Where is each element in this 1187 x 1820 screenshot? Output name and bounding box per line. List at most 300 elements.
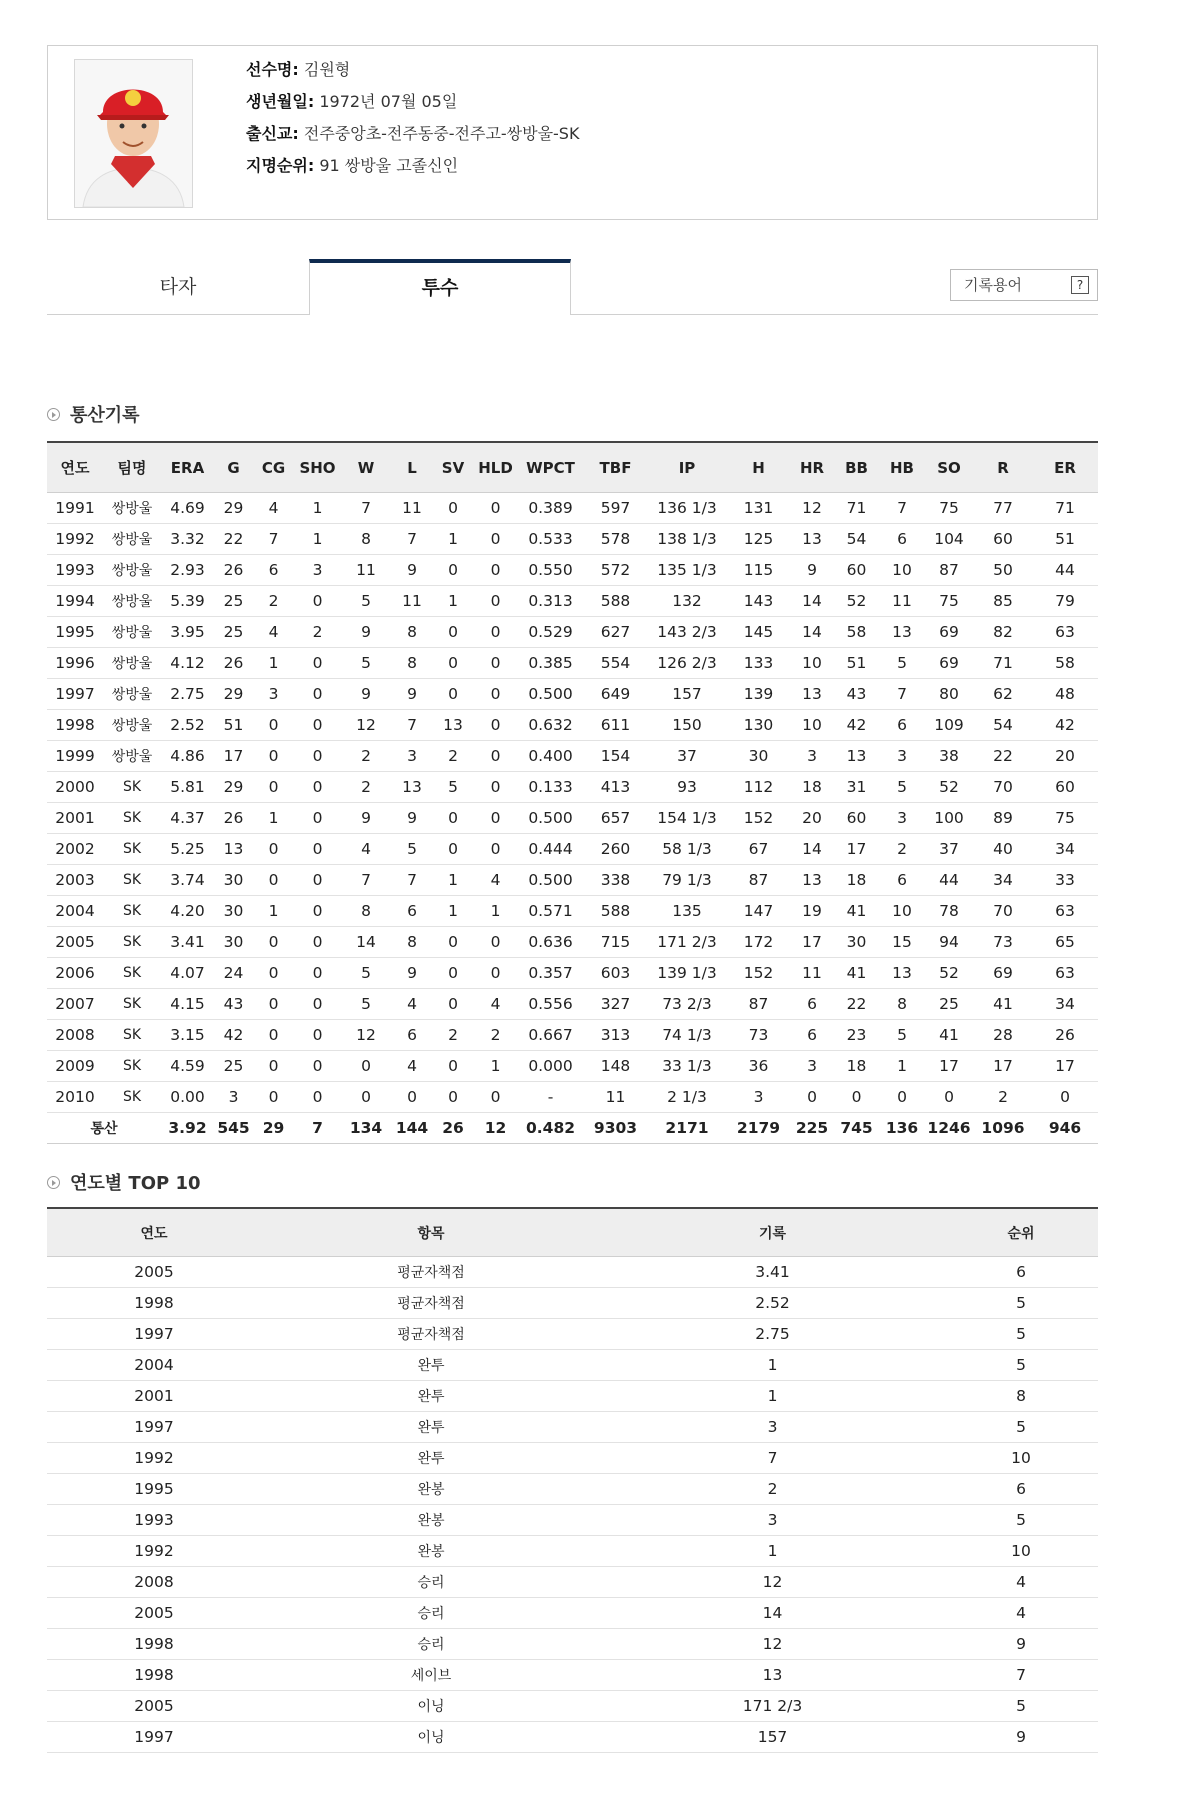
table-cell: 0 [294, 834, 341, 865]
table-cell: 1998 [47, 1660, 261, 1691]
table-cell: 8 [341, 524, 391, 555]
table-cell: 0 [294, 803, 341, 834]
table-cell: 58 1/3 [648, 834, 726, 865]
table-cell: 63 [1032, 617, 1098, 648]
player-name: 김원형 [303, 60, 351, 79]
table-cell: 1 [253, 648, 294, 679]
total-cell: 2179 [726, 1113, 791, 1144]
table-cell: 8 [391, 617, 433, 648]
table-cell: 0.313 [518, 586, 583, 617]
table-cell: SK [103, 1082, 161, 1113]
table-row [47, 1257, 1098, 1288]
table-cell: 12 [791, 493, 833, 524]
table-cell: 1 [473, 896, 518, 927]
table-cell: 71 [833, 493, 880, 524]
total-cell: 0.482 [518, 1113, 583, 1144]
table-cell: 1 [294, 524, 341, 555]
table-cell: 2005 [47, 1257, 261, 1288]
table-cell: 1 [294, 493, 341, 524]
table-cell: 완봉 [261, 1536, 601, 1567]
table-cell: 5 [944, 1288, 1098, 1319]
table-cell: 1998 [47, 1629, 261, 1660]
table-cell: 7 [944, 1660, 1098, 1691]
table-cell: 9 [341, 803, 391, 834]
table-cell: 11 [880, 586, 924, 617]
table-cell: 63 [1032, 896, 1098, 927]
table-cell: 1991 [47, 493, 103, 524]
table-cell: 338 [583, 865, 648, 896]
table-cell: 14 [341, 927, 391, 958]
table-cell: 132 [648, 586, 726, 617]
top10-header-cell: 항목 [261, 1208, 601, 1257]
tab-batter[interactable]: 타자 [47, 259, 309, 315]
table-cell: 20 [791, 803, 833, 834]
table-cell: 4 [473, 865, 518, 896]
total-cell: 545 [214, 1113, 253, 1144]
table-cell: 6 [880, 524, 924, 555]
table-cell: 3.32 [161, 524, 214, 555]
total-cell: 225 [791, 1113, 833, 1144]
table-cell: 0 [253, 710, 294, 741]
table-cell: 29 [214, 772, 253, 803]
total-cell: 745 [833, 1113, 880, 1144]
table-cell: 2003 [47, 865, 103, 896]
table-cell: 완봉 [261, 1474, 601, 1505]
table-cell: 42 [833, 710, 880, 741]
table-cell: 15 [880, 927, 924, 958]
table-cell: 5 [341, 648, 391, 679]
table-cell: 29 [214, 679, 253, 710]
career-section-title [47, 401, 140, 427]
top10-header-row [47, 1208, 1098, 1257]
table-cell: 0 [473, 648, 518, 679]
table-cell: 13 [833, 741, 880, 772]
table-cell: 0 [341, 1082, 391, 1113]
table-row [47, 524, 1098, 555]
table-cell: 657 [583, 803, 648, 834]
table-cell: 9 [791, 555, 833, 586]
table-cell: 130 [726, 710, 791, 741]
table-cell: 3 [391, 741, 433, 772]
top10-title-text: 연도별 TOP 10 [70, 1173, 201, 1194]
table-cell: 0 [473, 958, 518, 989]
table-cell: 147 [726, 896, 791, 927]
career-total-row [47, 1113, 1098, 1144]
table-cell: 0 [433, 1051, 473, 1082]
table-cell: 쌍방울 [103, 679, 161, 710]
table-cell: 0 [253, 865, 294, 896]
table-cell: 54 [833, 524, 880, 555]
table-cell: 65 [1032, 927, 1098, 958]
table-cell: SK [103, 803, 161, 834]
table-cell: 0 [433, 834, 473, 865]
table-cell: 109 [924, 710, 974, 741]
table-cell: 5 [944, 1691, 1098, 1722]
table-cell: 69 [974, 958, 1032, 989]
table-cell: 8 [391, 648, 433, 679]
table-cell: 0 [433, 493, 473, 524]
table-cell: 2 [253, 586, 294, 617]
table-cell: SK [103, 865, 161, 896]
table-cell: 38 [924, 741, 974, 772]
table-cell: 5.81 [161, 772, 214, 803]
table-cell: 0 [473, 617, 518, 648]
table-cell: 603 [583, 958, 648, 989]
table-cell: 154 1/3 [648, 803, 726, 834]
table-cell: 3 [253, 679, 294, 710]
player-school-label: 출신교: [246, 124, 299, 143]
table-cell: 51 [214, 710, 253, 741]
table-cell: 82 [974, 617, 1032, 648]
table-cell: 3 [880, 741, 924, 772]
table-cell: 완봉 [261, 1505, 601, 1536]
total-cell: 144 [391, 1113, 433, 1144]
table-cell: 30 [214, 896, 253, 927]
table-cell: 쌍방울 [103, 648, 161, 679]
table-cell: 0 [791, 1082, 833, 1113]
table-cell: 627 [583, 617, 648, 648]
total-cell: 통산 [47, 1113, 161, 1144]
player-school: 전주중앙초-전주동중-전주고-쌍방울-SK [303, 124, 580, 143]
table-cell: 18 [833, 865, 880, 896]
table-cell: 33 1/3 [648, 1051, 726, 1082]
table-cell: 0 [391, 1082, 433, 1113]
table-cell: SK [103, 1051, 161, 1082]
table-cell: 41 [833, 958, 880, 989]
table-cell: 18 [833, 1051, 880, 1082]
table-cell: 쌍방울 [103, 617, 161, 648]
table-cell: 578 [583, 524, 648, 555]
table-cell: 104 [924, 524, 974, 555]
table-cell: 9 [391, 958, 433, 989]
table-row [47, 958, 1098, 989]
table-cell: 2.75 [601, 1319, 944, 1350]
table-cell: 7 [880, 679, 924, 710]
table-cell: 0.500 [518, 865, 583, 896]
table-cell: 5 [433, 772, 473, 803]
table-cell: 2 [433, 1020, 473, 1051]
table-cell: 2 [294, 617, 341, 648]
table-cell: 4 [473, 989, 518, 1020]
table-cell: 138 1/3 [648, 524, 726, 555]
table-cell: 14 [791, 617, 833, 648]
table-cell: 10 [880, 555, 924, 586]
table-cell: 43 [833, 679, 880, 710]
table-cell: 승리 [261, 1629, 601, 1660]
table-cell: 150 [648, 710, 726, 741]
table-cell: 0.500 [518, 803, 583, 834]
table-cell: 172 [726, 927, 791, 958]
table-cell: 6 [944, 1474, 1098, 1505]
table-cell: 0 [433, 679, 473, 710]
table-cell: 1997 [47, 1319, 261, 1350]
table-cell: 6 [880, 710, 924, 741]
career-header-cell: W [341, 442, 391, 493]
table-cell: 9 [944, 1629, 1098, 1660]
table-cell: 7 [880, 493, 924, 524]
table-cell: 5 [944, 1319, 1098, 1350]
table-cell: 0 [473, 772, 518, 803]
table-cell: 71 [1032, 493, 1098, 524]
table-cell: 78 [924, 896, 974, 927]
table-cell: 2005 [47, 1691, 261, 1722]
table-cell: 157 [648, 679, 726, 710]
career-header-cell: L [391, 442, 433, 493]
table-cell: 쌍방울 [103, 586, 161, 617]
table-cell: 0 [433, 958, 473, 989]
table-cell: 9 [391, 679, 433, 710]
table-cell: 133 [726, 648, 791, 679]
table-cell: 2005 [47, 1598, 261, 1629]
table-cell: 11 [341, 555, 391, 586]
table-cell: 쌍방울 [103, 710, 161, 741]
table-cell: 171 2/3 [648, 927, 726, 958]
table-cell: 75 [1032, 803, 1098, 834]
table-cell: 0 [473, 710, 518, 741]
table-cell: 1995 [47, 617, 103, 648]
table-row [47, 865, 1098, 896]
total-cell: 946 [1032, 1113, 1098, 1144]
table-cell: 79 1/3 [648, 865, 726, 896]
table-cell: 0 [433, 1082, 473, 1113]
table-cell: 44 [1032, 555, 1098, 586]
table-cell: 70 [974, 772, 1032, 803]
table-cell: 0 [473, 586, 518, 617]
table-cell: 40 [974, 834, 1032, 865]
table-cell: 2.52 [601, 1288, 944, 1319]
player-name-label: 선수명: [246, 60, 299, 79]
table-cell: 152 [726, 958, 791, 989]
player-name-row [246, 58, 579, 90]
circle-arrow-icon [47, 408, 60, 421]
table-cell: 7 [391, 865, 433, 896]
table-cell: 7 [391, 524, 433, 555]
table-cell: 0 [294, 1051, 341, 1082]
table-row [47, 1443, 1098, 1474]
table-cell: 112 [726, 772, 791, 803]
table-cell: 44 [924, 865, 974, 896]
table-cell: 1994 [47, 586, 103, 617]
table-cell: 26 [1032, 1020, 1098, 1051]
table-cell: 37 [924, 834, 974, 865]
table-cell: 62 [974, 679, 1032, 710]
career-header-cell: SV [433, 442, 473, 493]
table-cell: 25 [214, 1051, 253, 1082]
table-cell: 0 [473, 679, 518, 710]
table-cell: 0 [341, 1051, 391, 1082]
table-cell: 4.86 [161, 741, 214, 772]
table-cell: 52 [833, 586, 880, 617]
total-cell: 12 [473, 1113, 518, 1144]
table-cell: 87 [924, 555, 974, 586]
career-stats-table [47, 441, 1098, 1144]
table-cell: 13 [791, 679, 833, 710]
table-cell: 0 [433, 617, 473, 648]
table-cell: 1 [433, 865, 473, 896]
table-cell: 0 [473, 1082, 518, 1113]
table-cell: 0 [473, 524, 518, 555]
table-cell: 75 [924, 586, 974, 617]
table-cell: 2 [341, 772, 391, 803]
table-cell: 42 [214, 1020, 253, 1051]
total-cell: 136 [880, 1113, 924, 1144]
table-cell: 34 [974, 865, 1032, 896]
table-cell: SK [103, 772, 161, 803]
table-cell: 6 [791, 1020, 833, 1051]
table-cell: 쌍방울 [103, 741, 161, 772]
tab-pitcher[interactable]: 투수 [309, 259, 571, 315]
table-cell: 75 [924, 493, 974, 524]
table-cell: 0 [880, 1082, 924, 1113]
total-cell: 29 [253, 1113, 294, 1144]
table-cell: 1997 [47, 679, 103, 710]
table-cell: 60 [833, 555, 880, 586]
table-cell: 0 [294, 958, 341, 989]
career-header-row [47, 442, 1098, 493]
table-cell: 94 [924, 927, 974, 958]
table-cell: 쌍방울 [103, 555, 161, 586]
table-cell: 10 [791, 710, 833, 741]
table-cell: 3.41 [161, 927, 214, 958]
table-cell: 2 [341, 741, 391, 772]
table-row [47, 1288, 1098, 1319]
glossary-button[interactable] [950, 269, 1098, 301]
table-row [47, 803, 1098, 834]
table-cell: 588 [583, 586, 648, 617]
career-header-cell: HLD [473, 442, 518, 493]
total-cell: 134 [341, 1113, 391, 1144]
table-cell: 0 [294, 741, 341, 772]
table-cell: 260 [583, 834, 648, 865]
table-cell: 5 [341, 958, 391, 989]
table-cell: 1992 [47, 1443, 261, 1474]
table-cell: 2008 [47, 1567, 261, 1598]
table-row [47, 1412, 1098, 1443]
table-cell: 4 [944, 1567, 1098, 1598]
table-cell: SK [103, 834, 161, 865]
table-cell: 3.74 [161, 865, 214, 896]
table-cell: 완투 [261, 1443, 601, 1474]
career-header-cell: H [726, 442, 791, 493]
table-cell: 평균자책점 [261, 1319, 601, 1350]
table-cell: 2001 [47, 803, 103, 834]
table-cell: 60 [833, 803, 880, 834]
table-cell: - [518, 1082, 583, 1113]
table-cell: 0.632 [518, 710, 583, 741]
table-cell: 157 [601, 1722, 944, 1753]
table-cell: 완투 [261, 1381, 601, 1412]
table-cell: 6 [791, 989, 833, 1020]
table-cell: 17 [791, 927, 833, 958]
table-cell: 145 [726, 617, 791, 648]
table-cell: 41 [974, 989, 1032, 1020]
table-cell: 0.444 [518, 834, 583, 865]
table-cell: 135 [648, 896, 726, 927]
table-cell: 14 [601, 1598, 944, 1629]
table-cell: 5.25 [161, 834, 214, 865]
table-cell: 1993 [47, 555, 103, 586]
table-cell: 3 [791, 1051, 833, 1082]
table-cell: 17 [924, 1051, 974, 1082]
table-cell: 1 [473, 1051, 518, 1082]
table-cell: 3 [726, 1082, 791, 1113]
table-row [47, 555, 1098, 586]
table-cell: 14 [791, 834, 833, 865]
table-cell: 1 [601, 1381, 944, 1412]
table-cell: 2004 [47, 1350, 261, 1381]
table-cell: 20 [1032, 741, 1098, 772]
table-row [47, 1381, 1098, 1412]
table-row [47, 927, 1098, 958]
table-cell: 평균자책점 [261, 1288, 601, 1319]
table-cell: 43 [214, 989, 253, 1020]
table-cell: 87 [726, 865, 791, 896]
table-cell: 19 [791, 896, 833, 927]
table-cell: 58 [1032, 648, 1098, 679]
table-cell: 1997 [47, 1722, 261, 1753]
total-cell: 2171 [648, 1113, 726, 1144]
table-row [47, 1020, 1098, 1051]
table-cell: 313 [583, 1020, 648, 1051]
table-cell: 2004 [47, 896, 103, 927]
career-header-cell: ER [1032, 442, 1098, 493]
table-cell: 135 1/3 [648, 555, 726, 586]
table-cell: 25 [924, 989, 974, 1020]
table-cell: 1 [880, 1051, 924, 1082]
table-cell: 2.52 [161, 710, 214, 741]
table-row [47, 1505, 1098, 1536]
table-cell: 73 [726, 1020, 791, 1051]
table-cell: 0 [294, 1020, 341, 1051]
total-cell: 1246 [924, 1113, 974, 1144]
table-cell: 5 [944, 1350, 1098, 1381]
table-cell: 70 [974, 896, 1032, 927]
table-cell: 7 [601, 1443, 944, 1474]
total-cell: 3.92 [161, 1113, 214, 1144]
table-cell: 34 [1032, 989, 1098, 1020]
table-cell: 63 [1032, 958, 1098, 989]
table-cell: 12 [341, 1020, 391, 1051]
table-cell: 0.385 [518, 648, 583, 679]
table-cell: 7 [391, 710, 433, 741]
career-header-cell: IP [648, 442, 726, 493]
table-cell: 10 [791, 648, 833, 679]
table-cell: 4.37 [161, 803, 214, 834]
table-cell: 52 [924, 958, 974, 989]
career-header-cell: ERA [161, 442, 214, 493]
table-cell: 0 [433, 648, 473, 679]
table-cell: 22 [833, 989, 880, 1020]
table-cell: 2.75 [161, 679, 214, 710]
player-info [246, 58, 579, 186]
table-cell: 0 [473, 927, 518, 958]
table-cell: 0.529 [518, 617, 583, 648]
table-cell: 1 [433, 586, 473, 617]
table-cell: 715 [583, 927, 648, 958]
table-cell: 1998 [47, 710, 103, 741]
table-cell: 13 [880, 617, 924, 648]
table-cell: 9 [391, 803, 433, 834]
career-header-cell: R [974, 442, 1032, 493]
table-cell: 17 [833, 834, 880, 865]
table-cell: 48 [1032, 679, 1098, 710]
table-cell: 152 [726, 803, 791, 834]
table-cell: 1992 [47, 1536, 261, 1567]
table-row [47, 772, 1098, 803]
table-row [47, 1567, 1098, 1598]
table-cell: SK [103, 1020, 161, 1051]
table-row [47, 1598, 1098, 1629]
